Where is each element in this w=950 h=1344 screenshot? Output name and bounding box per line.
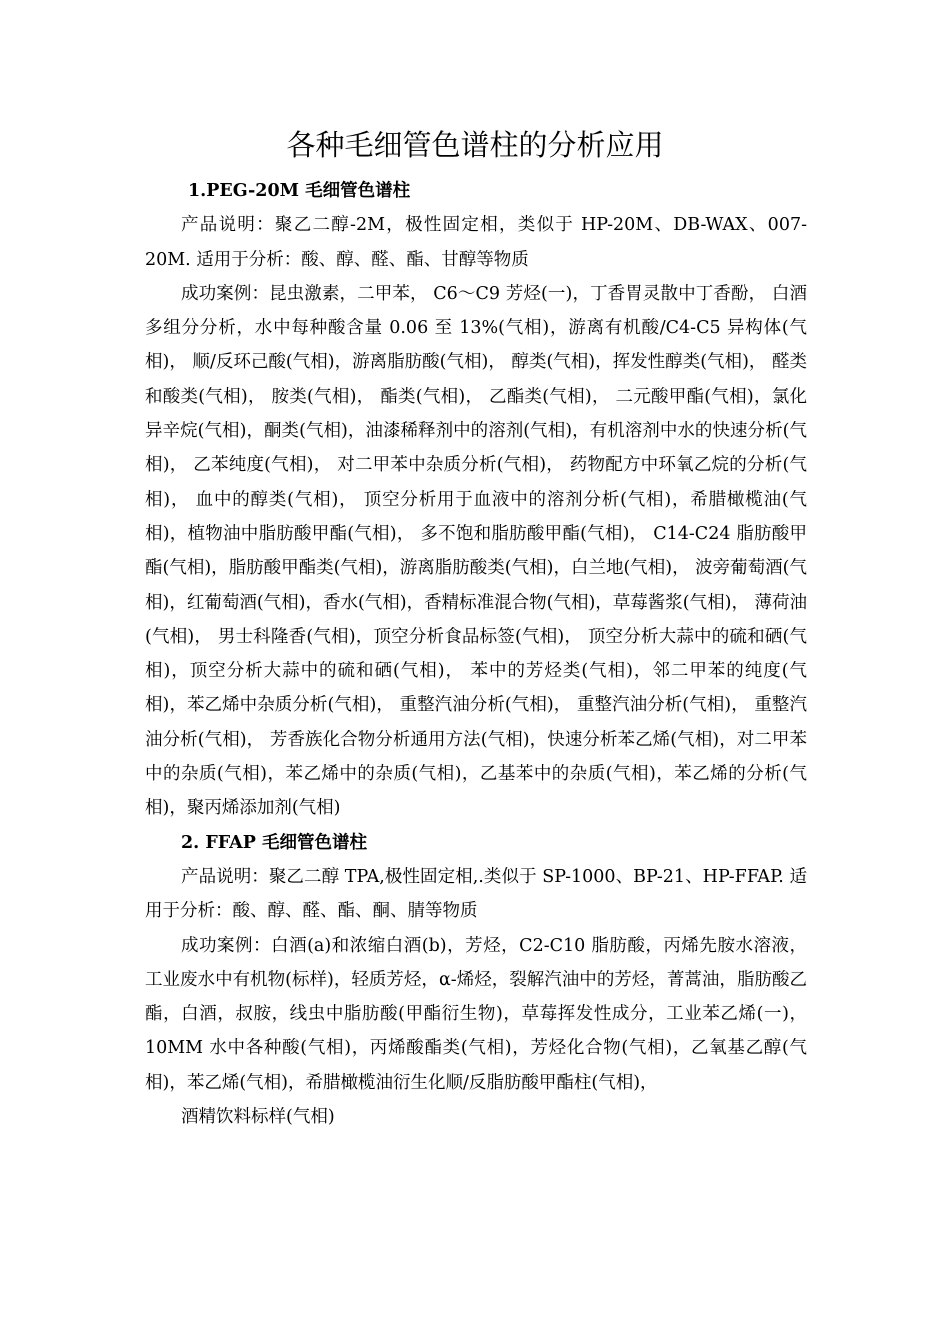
section-cases-ffap: 成功案例：白酒(a)和浓缩白酒(b)，芳烃，C2-C10 脂肪酸，丙烯先胺水溶液，工业废水中有机物(标样)，轻质芳烃，α-烯烃，裂解汽油中的芳烃，菁蒿油，脂肪酸乙酯，白酒，叔胺，线虫中脂肪酸(甲酯衍生物)，草莓挥发性成分，工业苯乙烯(一)，10MM 水中各种酸(气相)，丙烯酸酯类(气相)，芳烃化合物(气相)，乙氧基乙醇(气相)，苯乙烯(气相)，希腊橄榄油衍生化顺/反脂肪酸甲酯柱(气相)， xyxy=(145,935,807,1093)
section-cases-peg-20m: 成功案例：昆虫激素，二甲苯， C6～C9 芳烃(一)，丁香胃灵散中丁香酚， 白酒多组分分析，水中每种酸含量 0.06 至 13%(气相)，游离有机酸/C4-C5 异构体(气相)， 顺/反环己酸(气相)，游离脂肪酸(气相)， 醇类(气相)，挥发性醇类(气相)， 醛类和酸类(气相)， 胺类(气相)， 酯类(气相)， 乙酯类(气相)， 二元酸甲酯(气相)，氯化异辛烷(气相)，酮类(气相)，油漆稀释剂中的溶剂(气相)，有机溶剂中水的快速分析(气相)， 乙苯纯度(气相)， 对二甲苯中杂质分析(气相)， 药物配方中环氧乙烷的分析(气相)， 血中的醇类(气相)， 顶空分析用于血液中的溶剂分析(气相)，希腊橄榄油(气相)，植物油中脂肪酸甲酯(气相)， 多不饱和脂肪酸甲酯(气相)， C14-C24 脂肪酸甲酯(气相)，脂肪酸甲酯类(气相)，游离脂肪酸类(气相)，白兰地(气相)， 波旁葡萄酒(气相)，红葡萄酒(气相)，香水(气相)，香精标准混合物(气相)，草莓酱浆(气相)， 薄荷油(气相)， 男士科隆香(气相)，顶空分析食品标签(气相)， 顶空分析大蒜中的硫和硒(气相)，顶空分析大蒜中的硫和硒(气相)， 苯中的芳烃类(气相)，邻二甲苯的纯度(气相)，苯乙烯中杂质分析(气相)， 重整汽油分析(气相)， 重整汽油分析(气相)， 重整汽油分析(气相)， 芳香族化合物分析通用方法(气相)，快速分析苯乙烯(气相)，对二甲苯中的杂质(气相)，苯乙烯中的杂质(气相)，乙基苯中的杂质(气相)，苯乙烯的分析(气相)，聚丙烯添加剂(气相) xyxy=(145,283,808,819)
section-description-peg-20m: 产品说明：聚乙二醇-2M，极性固定相，类似于 HP-20M、DB-WAX、007-20M. 适用于分析：酸、醇、醛、酯、甘醇等物质 xyxy=(145,215,807,270)
document-body xyxy=(145,174,807,1134)
section-heading-ffap: 2. FFAP 毛细管色谱柱 xyxy=(181,832,368,853)
section-extra-ffap: 酒精饮料标样(气相) xyxy=(181,1107,335,1128)
page-title: 各种毛细管色谱柱的分析应用 xyxy=(286,128,664,162)
section-description-ffap: 产品说明：聚乙二醇 TPA,极性固定相,.类似于 SP-1000、BP-21、HP-FFAP. 适用于分析：酸、醇、醛、酯、酮、腈等物质 xyxy=(145,866,807,922)
section-heading-peg-20m: 1.PEG-20M 毛细管色谱柱 xyxy=(188,181,411,201)
